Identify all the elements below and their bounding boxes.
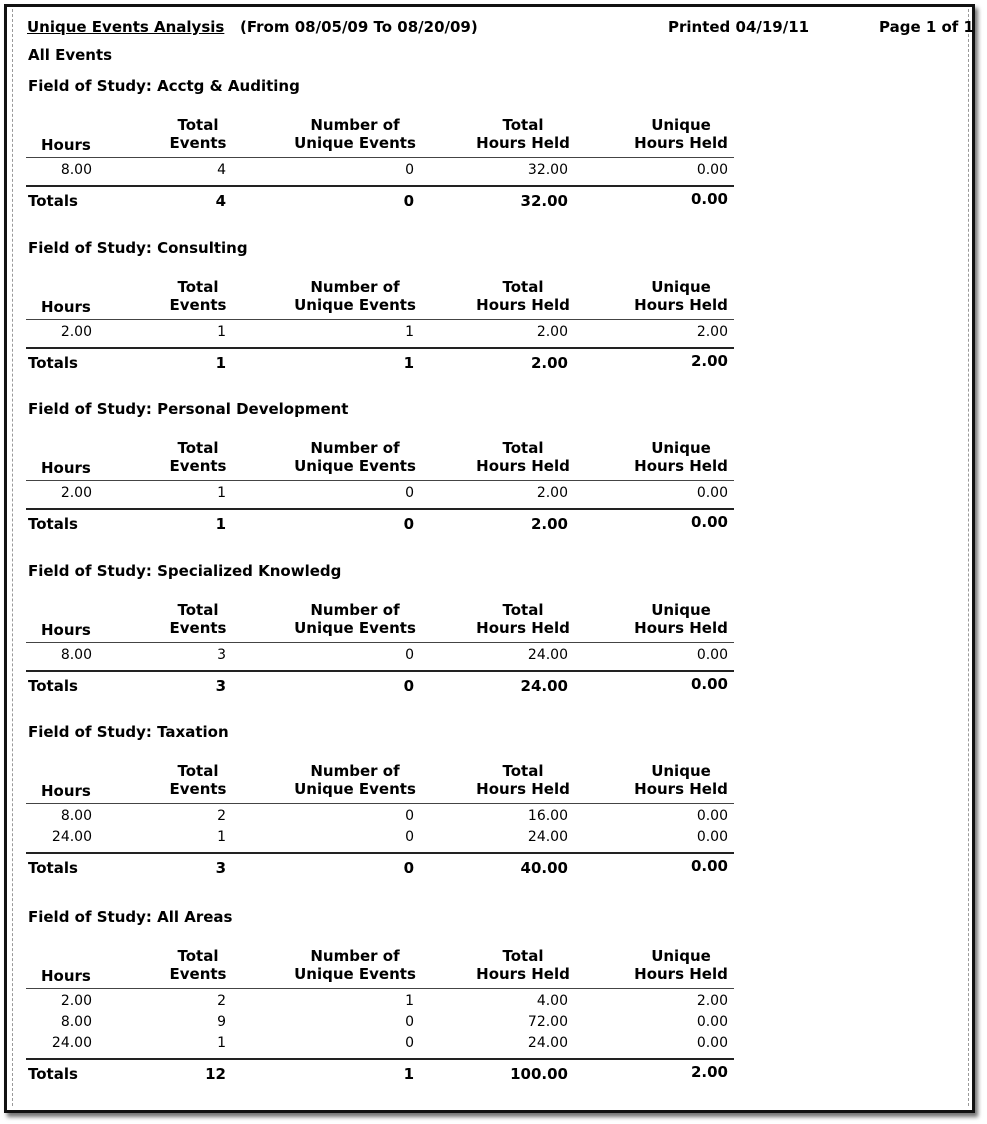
cell-unique-events: 1 <box>405 324 414 340</box>
total-total-events: 1 <box>215 515 226 533</box>
cell-total-events: 9 <box>217 1014 226 1030</box>
cell-total-events: 1 <box>217 324 226 340</box>
col-header-unique-hours-line: Unique <box>651 439 711 457</box>
col-header-unique-hours-line: Hours Held <box>634 296 728 314</box>
col-header-total-hours-line: Hours Held <box>476 134 570 152</box>
cell-unique-events: 0 <box>405 1014 414 1030</box>
cell-hours: 2.00 <box>60 993 92 1009</box>
col-header-unique-hours-line: Hours Held <box>634 965 728 983</box>
col-header-total-hours-line: Hours Held <box>476 457 570 475</box>
col-header-unique-events-line: Number of <box>310 601 400 619</box>
section-title: Field of Study: Specialized Knowledg <box>28 562 342 580</box>
total-unique-hours: 0.00 <box>690 513 728 531</box>
header-divider <box>26 157 734 158</box>
cell-unique-hours: 0.00 <box>696 808 728 824</box>
col-header-unique-events-line: Unique Events <box>294 296 416 314</box>
col-header-total-hours-line: Total <box>502 762 544 780</box>
col-header-hours: Hours <box>41 298 91 316</box>
totals-label: Totals <box>28 677 78 695</box>
col-header-total-events-line: Total <box>177 439 219 457</box>
cell-unique-events: 0 <box>405 829 414 845</box>
col-header-unique-events <box>290 947 420 983</box>
col-header-total-hours-line: Hours Held <box>476 780 570 798</box>
col-header-total-events <box>168 601 228 637</box>
col-header-total-hours <box>473 762 573 798</box>
cell-total-events: 1 <box>217 829 226 845</box>
col-header-unique-hours <box>631 439 731 475</box>
totals-label: Totals <box>28 192 78 210</box>
header-divider <box>26 803 734 804</box>
cell-unique-hours: 0.00 <box>696 1014 728 1030</box>
col-header-unique-events-line: Unique Events <box>294 780 416 798</box>
total-total-hours: 32.00 <box>520 192 568 210</box>
col-header-total-hours-line: Hours Held <box>476 965 570 983</box>
col-header-total-hours-line: Hours Held <box>476 619 570 637</box>
cell-unique-events: 0 <box>405 162 414 178</box>
total-unique-events: 0 <box>403 677 414 695</box>
total-total-events: 3 <box>215 677 226 695</box>
total-unique-hours: 0.00 <box>690 675 728 693</box>
col-header-total-events <box>168 762 228 798</box>
col-header-unique-events <box>290 762 420 798</box>
col-header-unique-hours-line: Hours Held <box>634 457 728 475</box>
section-title: Field of Study: Personal Development <box>28 400 349 418</box>
total-total-hours: 100.00 <box>510 1065 568 1083</box>
col-header-total-events-line: Events <box>169 780 227 798</box>
cell-hours: 8.00 <box>60 808 92 824</box>
col-header-unique-events <box>290 278 420 314</box>
cell-unique-hours: 0.00 <box>696 485 728 501</box>
cell-hours: 24.00 <box>51 1035 92 1051</box>
cell-unique-events: 0 <box>405 485 414 501</box>
col-header-total-events <box>168 439 228 475</box>
col-header-total-hours <box>473 278 573 314</box>
printed-date: Printed 04/19/11 <box>668 18 810 36</box>
col-header-unique-hours <box>631 116 731 152</box>
col-header-total-events-line: Total <box>177 762 219 780</box>
total-total-events: 1 <box>215 354 226 372</box>
total-unique-events: 0 <box>403 859 414 877</box>
col-header-unique-hours <box>631 278 731 314</box>
section-title: Field of Study: Acctg & Auditing <box>28 77 300 95</box>
section-title: Field of Study: Taxation <box>28 723 229 741</box>
col-header-total-hours-line: Total <box>502 947 544 965</box>
cell-hours: 24.00 <box>51 829 92 845</box>
cell-total-events: 2 <box>217 993 226 1009</box>
col-header-unique-hours-line: Hours Held <box>634 780 728 798</box>
cell-unique-events: 0 <box>405 1035 414 1051</box>
field-of-study-section <box>13 723 753 923</box>
col-header-hours: Hours <box>41 967 91 985</box>
total-total-events: 12 <box>205 1065 226 1083</box>
field-of-study-section <box>13 908 753 1108</box>
col-header-unique-events-line: Unique Events <box>294 619 416 637</box>
col-header-total-hours-line: Total <box>502 439 544 457</box>
cell-unique-hours: 2.00 <box>696 324 728 340</box>
total-unique-events: 0 <box>403 192 414 210</box>
cell-hours: 2.00 <box>60 485 92 501</box>
col-header-total-hours-line: Total <box>502 278 544 296</box>
cell-total-hours: 72.00 <box>527 1014 568 1030</box>
col-header-total-events-line: Total <box>177 601 219 619</box>
cell-total-hours: 16.00 <box>527 808 568 824</box>
cell-total-hours: 24.00 <box>527 829 568 845</box>
cell-unique-hours: 0.00 <box>696 829 728 845</box>
cell-hours: 8.00 <box>60 162 92 178</box>
col-header-total-events-line: Total <box>177 278 219 296</box>
report-window <box>4 4 975 1113</box>
total-unique-events: 0 <box>403 515 414 533</box>
cell-unique-hours: 0.00 <box>696 162 728 178</box>
total-total-events: 4 <box>215 192 226 210</box>
totals-label: Totals <box>28 515 78 533</box>
totals-divider <box>26 852 734 854</box>
col-header-total-events <box>168 278 228 314</box>
col-header-total-hours <box>473 439 573 475</box>
cell-unique-hours: 0.00 <box>696 647 728 663</box>
totals-divider <box>26 508 734 510</box>
col-header-unique-events-line: Number of <box>310 116 400 134</box>
col-header-unique-events-line: Number of <box>310 947 400 965</box>
cell-total-hours: 2.00 <box>536 324 568 340</box>
col-header-total-events-line: Total <box>177 947 219 965</box>
col-header-hours: Hours <box>41 782 91 800</box>
cell-unique-hours: 0.00 <box>696 1035 728 1051</box>
total-unique-hours: 0.00 <box>690 857 728 875</box>
header-divider <box>26 319 734 320</box>
section-title: Field of Study: Consulting <box>28 239 248 257</box>
col-header-unique-hours-line: Hours Held <box>634 619 728 637</box>
total-total-hours: 2.00 <box>530 515 568 533</box>
col-header-unique-hours-line: Unique <box>651 278 711 296</box>
col-header-total-events-line: Events <box>169 457 227 475</box>
col-header-total-events <box>168 947 228 983</box>
header-divider <box>26 988 734 989</box>
cell-unique-hours: 2.00 <box>696 993 728 1009</box>
col-header-unique-hours-line: Unique <box>651 116 711 134</box>
cell-total-events: 1 <box>217 485 226 501</box>
col-header-hours: Hours <box>41 621 91 639</box>
total-unique-hours: 0.00 <box>690 190 728 208</box>
col-header-unique-events-line: Number of <box>310 762 400 780</box>
col-header-total-events-line: Events <box>169 619 227 637</box>
col-header-unique-hours-line: Unique <box>651 601 711 619</box>
cell-total-hours: 2.00 <box>536 485 568 501</box>
cell-hours: 8.00 <box>60 647 92 663</box>
cell-total-hours: 4.00 <box>536 993 568 1009</box>
col-header-unique-hours-line: Unique <box>651 762 711 780</box>
col-header-unique-hours-line: Hours Held <box>634 134 728 152</box>
col-header-unique-hours <box>631 762 731 798</box>
col-header-unique-events <box>290 601 420 637</box>
report-date-range: (From 08/05/09 To 08/20/09) <box>240 18 478 36</box>
totals-divider <box>26 670 734 672</box>
col-header-total-hours-line: Total <box>502 601 544 619</box>
col-header-unique-events <box>290 116 420 152</box>
col-header-unique-hours <box>631 601 731 637</box>
col-header-hours: Hours <box>41 459 91 477</box>
total-total-hours: 40.00 <box>520 859 568 877</box>
cell-unique-events: 1 <box>405 993 414 1009</box>
col-header-unique-hours <box>631 947 731 983</box>
cell-hours: 8.00 <box>60 1014 92 1030</box>
report-header <box>27 18 478 36</box>
cell-total-events: 1 <box>217 1035 226 1051</box>
col-header-unique-events-line: Number of <box>310 278 400 296</box>
col-header-unique-events <box>290 439 420 475</box>
cell-total-hours: 24.00 <box>527 1035 568 1051</box>
col-header-total-hours-line: Total <box>502 116 544 134</box>
col-header-unique-events-line: Unique Events <box>294 457 416 475</box>
col-header-unique-events-line: Number of <box>310 439 400 457</box>
col-header-total-events-line: Events <box>169 296 227 314</box>
cell-total-events: 3 <box>217 647 226 663</box>
total-unique-events: 1 <box>403 354 414 372</box>
section-title: Field of Study: All Areas <box>28 908 233 926</box>
total-total-hours: 24.00 <box>520 677 568 695</box>
totals-label: Totals <box>28 1065 78 1083</box>
report-scope: All Events <box>28 46 113 64</box>
col-header-total-events-line: Events <box>169 134 227 152</box>
cell-unique-events: 0 <box>405 808 414 824</box>
totals-label: Totals <box>28 859 78 877</box>
col-header-total-events-line: Total <box>177 116 219 134</box>
total-total-events: 3 <box>215 859 226 877</box>
header-divider <box>26 480 734 481</box>
cell-hours: 2.00 <box>60 324 92 340</box>
col-header-unique-hours-line: Unique <box>651 947 711 965</box>
total-unique-hours: 2.00 <box>690 352 728 370</box>
cell-unique-events: 0 <box>405 647 414 663</box>
header-divider <box>26 642 734 643</box>
cell-total-events: 4 <box>217 162 226 178</box>
cell-total-hours: 32.00 <box>527 162 568 178</box>
totals-divider <box>26 185 734 187</box>
report-title: Unique Events Analysis <box>27 18 225 36</box>
col-header-unique-events-line: Unique Events <box>294 965 416 983</box>
col-header-unique-events-line: Unique Events <box>294 134 416 152</box>
totals-divider <box>26 1058 734 1060</box>
totals-divider <box>26 347 734 349</box>
col-header-total-hours <box>473 947 573 983</box>
totals-label: Totals <box>28 354 78 372</box>
total-unique-hours: 2.00 <box>690 1063 728 1081</box>
page-number: Page 1 of 1 <box>879 18 974 36</box>
total-unique-events: 1 <box>403 1065 414 1083</box>
total-total-hours: 2.00 <box>530 354 568 372</box>
col-header-total-events-line: Events <box>169 965 227 983</box>
col-header-total-hours-line: Hours Held <box>476 296 570 314</box>
col-header-total-events <box>168 116 228 152</box>
col-header-total-hours <box>473 116 573 152</box>
report-page <box>12 9 974 1106</box>
col-header-total-hours <box>473 601 573 637</box>
cell-total-events: 2 <box>217 808 226 824</box>
cell-total-hours: 24.00 <box>527 647 568 663</box>
col-header-hours: Hours <box>41 136 91 154</box>
